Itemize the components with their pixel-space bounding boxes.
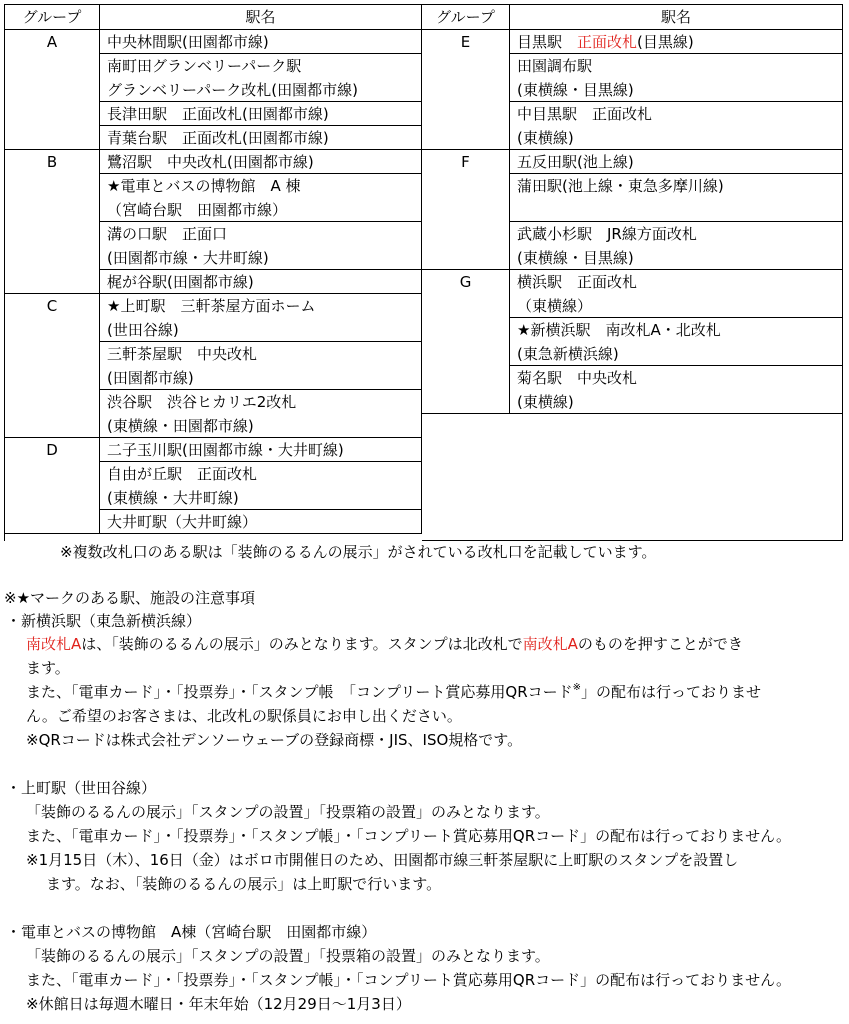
- station-line: [107, 270, 421, 294]
- note-kamimachi-body: [26, 848, 738, 872]
- text-run: 自由が丘駅 正面改札: [107, 465, 258, 483]
- text-run: ※複数改札口のある駅は「装飾のるるんの展示」がされている改札口を記載しています。: [60, 543, 657, 561]
- station-line: [517, 390, 842, 414]
- text-run: (東横線): [517, 129, 574, 147]
- group-label-d: D: [5, 438, 100, 534]
- station-line: [517, 126, 842, 150]
- text-run: 鷺沼駅 中央改札(田園都市線): [107, 153, 314, 171]
- note-shin-yokohama-body: [26, 680, 761, 704]
- station-line: [517, 54, 842, 78]
- text-run: ます。なお、「装飾のるるんの展示」は上町駅で行います。: [46, 875, 442, 893]
- note-shin-yokohama-title: [6, 609, 201, 633]
- text-run: 田園調布駅: [517, 57, 593, 75]
- station-table: [4, 4, 843, 541]
- text-run: (東横線・目黒線): [517, 249, 634, 267]
- station-cell: [100, 150, 422, 174]
- text-run: 南町田グランベリーパーク駅: [107, 57, 302, 75]
- text-run: 南改札A: [26, 635, 82, 653]
- empty-cell: [422, 414, 843, 541]
- note-qr-trademark: [26, 728, 522, 752]
- station-cell: [510, 30, 843, 54]
- station-line: [107, 414, 421, 438]
- text-run: (東横線・田園都市線): [107, 417, 254, 435]
- station-cell: [100, 342, 422, 390]
- text-run: 正面改札: [577, 33, 638, 51]
- text-run: (目黒線): [637, 33, 694, 51]
- station-line: [107, 462, 421, 486]
- text-run: 中目黒駅 正面改札: [517, 105, 653, 123]
- station-cell: [100, 438, 422, 462]
- group-label-c: C: [5, 294, 100, 438]
- text-run: また、「電車カード」・「投票券」・「スタンプ帳 「コンプリート賞応募用QRコード: [26, 683, 573, 701]
- note-kamimachi-body: [26, 800, 550, 824]
- station-cell: [510, 54, 843, 102]
- note-museum-title: [6, 920, 376, 944]
- station-cell: [510, 318, 843, 366]
- note-shin-yokohama-body: [26, 704, 462, 728]
- station-line: [107, 438, 421, 462]
- text-run: 「装飾のるるんの展示」「スタンプの設置」「投票箱の設置」のみとなります。: [26, 947, 550, 965]
- station-cell: [510, 102, 843, 150]
- text-run: ・上町駅（世田谷線）: [6, 779, 157, 797]
- header-group-right: グループ: [422, 5, 510, 30]
- text-run: 三軒茶屋駅 中央改札: [107, 345, 258, 363]
- station-cell: [510, 270, 843, 318]
- note-museum-closed: [26, 992, 411, 1016]
- station-line: [107, 294, 421, 318]
- station-cell: [100, 222, 422, 270]
- station-line: [107, 78, 421, 102]
- station-cell: [510, 150, 843, 174]
- text-run: 二子玉川駅(田園都市線・大井町線): [107, 441, 344, 459]
- station-cell: [100, 390, 422, 438]
- note-star-heading: [4, 586, 255, 610]
- station-cell: [100, 510, 422, 534]
- station-cell: [510, 174, 843, 222]
- text-run: ※1月15日（木）、16日（金）はボロ市開催日のため、田園都市線三軒茶屋駅に上町駅のスタンプを設置し: [26, 851, 739, 869]
- note-multi-gate: [60, 540, 656, 564]
- station-line: [517, 294, 842, 318]
- text-run: 横浜駅 正面改札: [517, 273, 638, 291]
- station-line: [107, 30, 421, 54]
- station-line: [107, 246, 421, 270]
- text-run: (田園都市線・大井町線): [107, 249, 269, 267]
- text-run: 五反田駅(池上線): [517, 153, 634, 171]
- note-museum-body: [26, 944, 550, 968]
- text-run: ※QRコードは株式会社デンソーウェーブの登録商標・JIS、ISO規格です。: [26, 731, 523, 749]
- text-run: (世田谷線): [107, 321, 179, 339]
- text-run: (東横線・大井町線): [107, 489, 239, 507]
- station-cell: [100, 174, 422, 222]
- text-run: のものを押すことができ: [577, 635, 743, 653]
- station-cell: [100, 294, 422, 342]
- station-line: [517, 246, 842, 270]
- group-label-e: E: [422, 30, 510, 150]
- text-run: ※★マークのある駅、施設の注意事項: [4, 589, 256, 607]
- station-line: [517, 174, 842, 198]
- station-line: [517, 222, 842, 246]
- header-station-right: 駅名: [510, 5, 843, 30]
- text-run: 「装飾のるるんの展示」「スタンプの設置」「投票箱の設置」のみとなります。: [26, 803, 550, 821]
- text-run: ※休館日は毎週木曜日・年末年始（12月29日～1月3日）: [26, 995, 411, 1013]
- station-line: [107, 174, 421, 198]
- text-run: 渋谷駅 渋谷ヒカリエ2改札: [107, 393, 297, 411]
- text-run: ・新横浜駅（東急新横浜線）: [6, 612, 202, 630]
- station-cell: [100, 54, 422, 102]
- note-kamimachi-body: [46, 872, 441, 896]
- station-cell: [510, 366, 843, 414]
- text-run: 梶が谷駅(田園都市線): [107, 273, 254, 291]
- group-label-b: B: [5, 150, 100, 294]
- text-run: ※: [572, 682, 582, 693]
- note-shin-yokohama-body: [26, 656, 70, 680]
- text-run: (田園都市線): [107, 369, 194, 387]
- station-line: [107, 318, 421, 342]
- station-line: [107, 54, 421, 78]
- station-line: [107, 102, 421, 126]
- station-cell: [100, 126, 422, 150]
- header-station: 駅名: [100, 5, 422, 30]
- station-line: [107, 486, 421, 510]
- text-run: また、「電車カード」・「投票券」・「スタンプ帳」・「コンプリート賞応募用QRコード」の配布は行っておりません。: [26, 827, 792, 845]
- text-run: グランベリーパーク改札(田園都市線): [107, 81, 358, 99]
- station-cell: [100, 270, 422, 294]
- text-run: ん。ご希望のお客さまは、北改札の駅係員にお申し出ください。: [26, 707, 462, 725]
- station-line: [107, 150, 421, 174]
- text-run: 」の配布は行っておりませ: [581, 683, 762, 701]
- text-run: 蒲田駅(池上線・東急多摩川線): [517, 177, 724, 195]
- text-run: （宮崎台駅 田園都市線）: [107, 201, 288, 219]
- text-run: 南改札A: [522, 635, 578, 653]
- station-cell: [100, 102, 422, 126]
- station-line: [517, 342, 842, 366]
- station-line: [517, 102, 842, 126]
- text-run: 溝の口駅 正面口: [107, 225, 228, 243]
- station-line: [107, 126, 421, 150]
- station-cell: [510, 222, 843, 270]
- station-line: [107, 510, 421, 534]
- text-run: ます。: [26, 659, 70, 677]
- text-run: また、「電車カード」・「投票券」・「スタンプ帳」・「コンプリート賞応募用QRコード」の配布は行っておりません。: [26, 971, 792, 989]
- station-line: [107, 366, 421, 390]
- note-museum-body: [26, 968, 791, 992]
- text-run: 中央林間駅(田園都市線): [107, 33, 269, 51]
- station-line: [517, 30, 842, 54]
- group-label-g: G: [422, 270, 510, 414]
- text-run: ・電車とバスの博物館 A棟（宮崎台駅 田園都市線）: [6, 923, 377, 941]
- text-run: ★新横浜駅 南改札A・北改札: [517, 321, 721, 339]
- station-line: [517, 366, 842, 390]
- note-shin-yokohama-body: [26, 632, 743, 656]
- text-run: は、「装飾のるるんの展示」のみとなります。スタンプは北改札で: [81, 635, 523, 653]
- station-line: [107, 342, 421, 366]
- station-line: [107, 222, 421, 246]
- text-run: (東横線): [517, 393, 574, 411]
- text-run: (東横線・目黒線): [517, 81, 634, 99]
- text-run: 青葉台駅 正面改札(田園都市線): [107, 129, 329, 147]
- header-group: グループ: [5, 5, 100, 30]
- station-line: [107, 390, 421, 414]
- station-line: [517, 318, 842, 342]
- text-run: 菊名駅 中央改札: [517, 369, 638, 387]
- text-run: （東横線）: [517, 297, 593, 315]
- note-kamimachi-title: [6, 776, 156, 800]
- station-cell: [100, 462, 422, 510]
- text-run: ★電車とバスの博物館 A 棟: [107, 177, 301, 195]
- note-kamimachi-body: [26, 824, 791, 848]
- group-label-a: A: [5, 30, 100, 150]
- text-run: (東急新横浜線): [517, 345, 619, 363]
- station-line: [107, 198, 421, 222]
- text-run: ★上町駅 三軒茶屋方面ホーム: [107, 297, 316, 315]
- text-run: 目黒駅: [517, 33, 578, 51]
- text-run: 武蔵小杉駅 JR線方面改札: [517, 225, 697, 243]
- station-line: [517, 78, 842, 102]
- station-line: [517, 270, 842, 294]
- group-label-f: F: [422, 150, 510, 270]
- station-cell: [100, 30, 422, 54]
- text-run: 大井町駅（大井町線）: [107, 513, 258, 531]
- text-run: 長津田駅 正面改札(田園都市線): [107, 105, 329, 123]
- station-line: [517, 150, 842, 174]
